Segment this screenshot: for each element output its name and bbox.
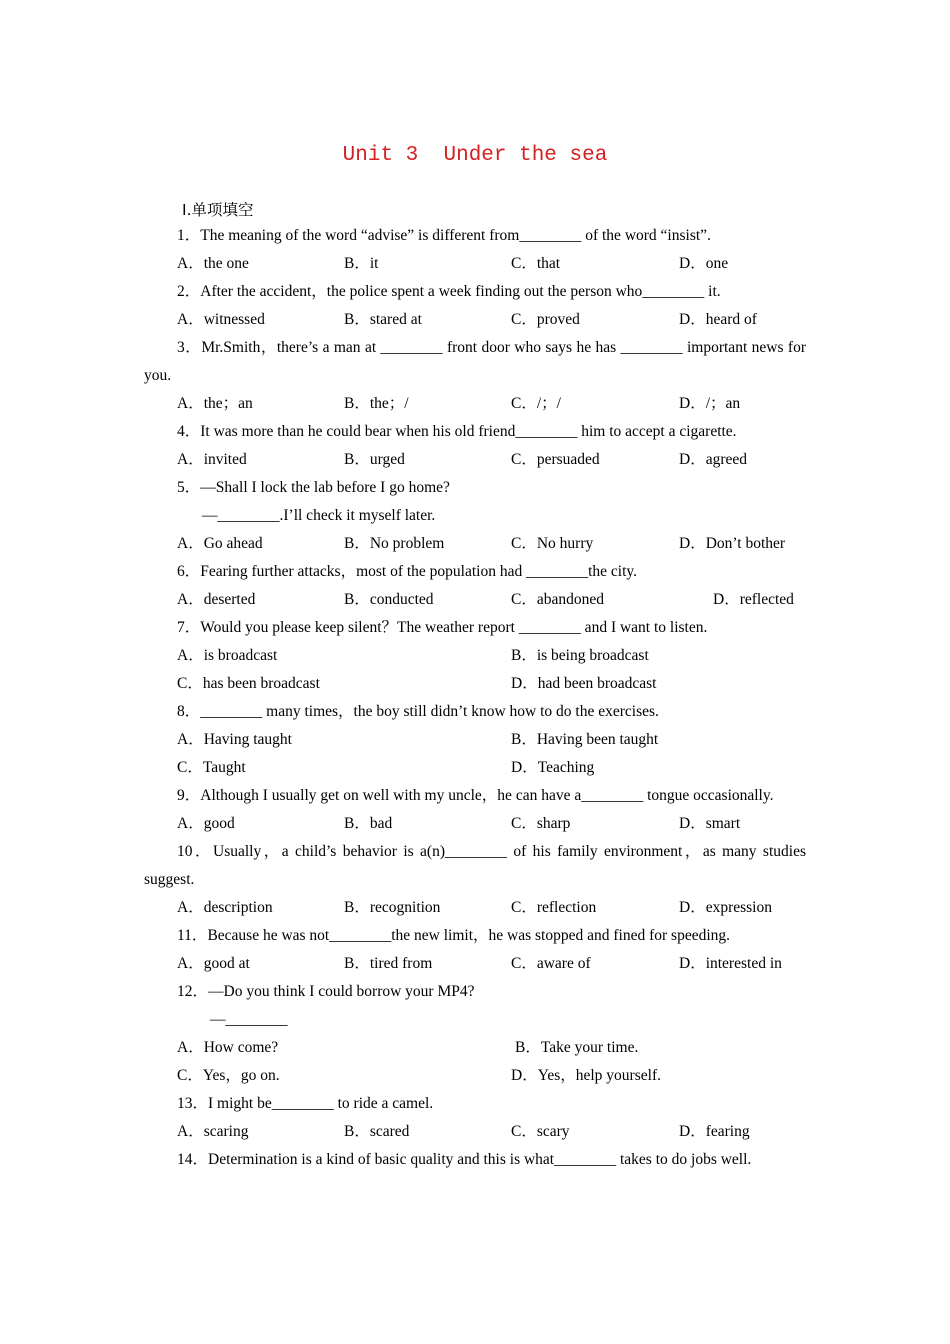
option-d: D．one bbox=[679, 255, 729, 272]
dialogue-response: —________ bbox=[210, 1011, 288, 1028]
options-row bbox=[144, 1118, 806, 1146]
option-d: D．heard of bbox=[679, 311, 757, 328]
question-number: 11． bbox=[177, 927, 208, 944]
question-number: 5． bbox=[177, 479, 201, 496]
option-a: A．is broadcast bbox=[177, 647, 278, 664]
question-text: Usually，a child’s behavior is a(n)________ of his family environment，as many studies suggest. bbox=[144, 843, 806, 888]
question-1 bbox=[144, 222, 806, 250]
question-number: 2． bbox=[177, 283, 201, 300]
option-a: A．Go ahead bbox=[177, 535, 263, 552]
question-list bbox=[144, 222, 806, 1174]
question-4 bbox=[144, 418, 806, 446]
question-text: After the accident，the police spent a week finding out the person who________ it. bbox=[200, 283, 721, 300]
options-row bbox=[144, 726, 806, 754]
option-c: C．Taught bbox=[177, 759, 246, 776]
option-a: A．the one bbox=[177, 255, 249, 272]
option-b: B．Take your time. bbox=[515, 1039, 639, 1056]
option-b: B．is being broadcast bbox=[511, 647, 649, 664]
question-text: The meaning of the word “advise” is different from________ of the word “insist”. bbox=[200, 227, 711, 244]
option-b: B．tired from bbox=[344, 955, 433, 972]
question-text: —Shall I lock the lab before I go home? bbox=[200, 479, 450, 496]
question-number: 7． bbox=[177, 619, 201, 636]
option-a: A．invited bbox=[177, 451, 247, 468]
question-text: ________ many times，the boy still didn’t know how to do the exercises. bbox=[200, 703, 659, 720]
options-row bbox=[144, 810, 806, 838]
options-row bbox=[144, 530, 806, 558]
option-d: D．agreed bbox=[679, 451, 747, 468]
options-row bbox=[144, 670, 806, 698]
question-text: Determination is a kind of basic quality and this is what________ takes to do jobs well. bbox=[208, 1151, 752, 1168]
option-d: D．expression bbox=[679, 899, 772, 916]
option-d: D．Teaching bbox=[511, 759, 595, 776]
question-text: Fearing further attacks，most of the population had ________the city. bbox=[200, 563, 638, 580]
option-b: B．urged bbox=[344, 451, 405, 468]
option-a: A．description bbox=[177, 899, 273, 916]
option-b: B．conducted bbox=[344, 591, 434, 608]
question-text: Because he was not________the new limit，he was stopped and fined for speeding. bbox=[207, 927, 731, 944]
option-b: B．Having been taught bbox=[511, 731, 659, 748]
option-b: B．stared at bbox=[344, 311, 422, 328]
options-row bbox=[144, 1034, 806, 1062]
option-b: B．bad bbox=[344, 815, 393, 832]
question-number: 6． bbox=[177, 563, 201, 580]
question-number: 14． bbox=[177, 1151, 209, 1168]
question-number: 13． bbox=[177, 1095, 209, 1112]
question-2 bbox=[144, 278, 806, 306]
question-number: 8． bbox=[177, 703, 201, 720]
option-c: C．scary bbox=[511, 1123, 570, 1140]
question-text: It was more than he could bear when his old friend________ him to accept a cigarette. bbox=[200, 423, 737, 440]
option-c: C．abandoned bbox=[511, 591, 604, 608]
option-d: D．interested in bbox=[679, 955, 782, 972]
options-row bbox=[144, 586, 806, 614]
option-d: D．Don’t bother bbox=[679, 535, 786, 552]
option-d: D．fearing bbox=[679, 1123, 750, 1140]
option-c: C．Yes，go on. bbox=[177, 1067, 280, 1084]
option-a: A．the；an bbox=[177, 395, 253, 412]
option-c: C．reflection bbox=[511, 899, 597, 916]
option-c: C．sharp bbox=[511, 815, 571, 832]
question-8 bbox=[144, 698, 806, 726]
options-row bbox=[144, 950, 806, 978]
dialogue-response: —________.I’ll check it myself later. bbox=[202, 507, 436, 524]
question-6 bbox=[144, 558, 806, 586]
option-a: A．good at bbox=[177, 955, 250, 972]
page-title: Unit 3 Under the sea bbox=[342, 144, 608, 167]
options-row bbox=[144, 390, 806, 418]
option-c: C．that bbox=[511, 255, 561, 272]
question-number: 12． bbox=[177, 983, 209, 1000]
question-10 bbox=[144, 838, 806, 894]
question-11 bbox=[144, 922, 806, 950]
option-c: C．aware of bbox=[511, 955, 591, 972]
options-row bbox=[144, 642, 806, 670]
question-text: Would you please keep silent？The weather report ________ and I want to listen. bbox=[200, 619, 708, 636]
option-d: D．/；an bbox=[679, 395, 741, 412]
option-b: B．scared bbox=[344, 1123, 410, 1140]
option-b: B．it bbox=[344, 255, 379, 272]
options-row bbox=[144, 306, 806, 334]
option-d: D．had been broadcast bbox=[511, 675, 657, 692]
question-number: 10． bbox=[177, 843, 214, 860]
question-text: I might be________ to ride a camel. bbox=[208, 1095, 434, 1112]
question-number: 3． bbox=[177, 339, 202, 356]
option-b: B．the；/ bbox=[344, 395, 409, 412]
option-a: A．scaring bbox=[177, 1123, 249, 1140]
question-9 bbox=[144, 782, 806, 810]
options-row bbox=[144, 754, 806, 782]
question-number: 9． bbox=[177, 787, 201, 804]
question-5 bbox=[144, 474, 806, 502]
question-12 bbox=[144, 978, 806, 1006]
options-row bbox=[144, 894, 806, 922]
section-heading: Ⅰ.单项填空 bbox=[182, 201, 254, 219]
option-c: C．persuaded bbox=[511, 451, 600, 468]
option-a: A．good bbox=[177, 815, 235, 832]
option-a: A．deserted bbox=[177, 591, 256, 608]
question-13 bbox=[144, 1090, 806, 1118]
option-b: B．recognition bbox=[344, 899, 441, 916]
option-a: A．How come? bbox=[177, 1039, 279, 1056]
options-row bbox=[144, 250, 806, 278]
question-text: —Do you think I could borrow your MP4? bbox=[208, 983, 475, 1000]
question-text: Although I usually get on well with my uncle，he can have a________ tongue occasionally. bbox=[200, 787, 774, 804]
question-number: 1． bbox=[177, 227, 201, 244]
option-d: D．reflected bbox=[713, 591, 794, 608]
option-a: A．Having taught bbox=[177, 731, 292, 748]
options-row bbox=[144, 446, 806, 474]
option-d: D．smart bbox=[679, 815, 741, 832]
option-c: C．/；/ bbox=[511, 395, 561, 412]
question-3 bbox=[144, 334, 806, 390]
question-number: 4． bbox=[177, 423, 201, 440]
options-row bbox=[144, 1062, 806, 1090]
option-b: B．No problem bbox=[344, 535, 445, 552]
option-c: C．proved bbox=[511, 311, 580, 328]
option-d: D．Yes，help yourself. bbox=[511, 1067, 661, 1084]
option-a: A．witnessed bbox=[177, 311, 265, 328]
option-c: C．No hurry bbox=[511, 535, 594, 552]
question-text: Mr.Smith，there’s a man at ________ front door who says he has ________ important news for you. bbox=[144, 339, 806, 384]
question-7 bbox=[144, 614, 806, 642]
question-14 bbox=[144, 1146, 806, 1174]
option-c: C．has been broadcast bbox=[177, 675, 320, 692]
